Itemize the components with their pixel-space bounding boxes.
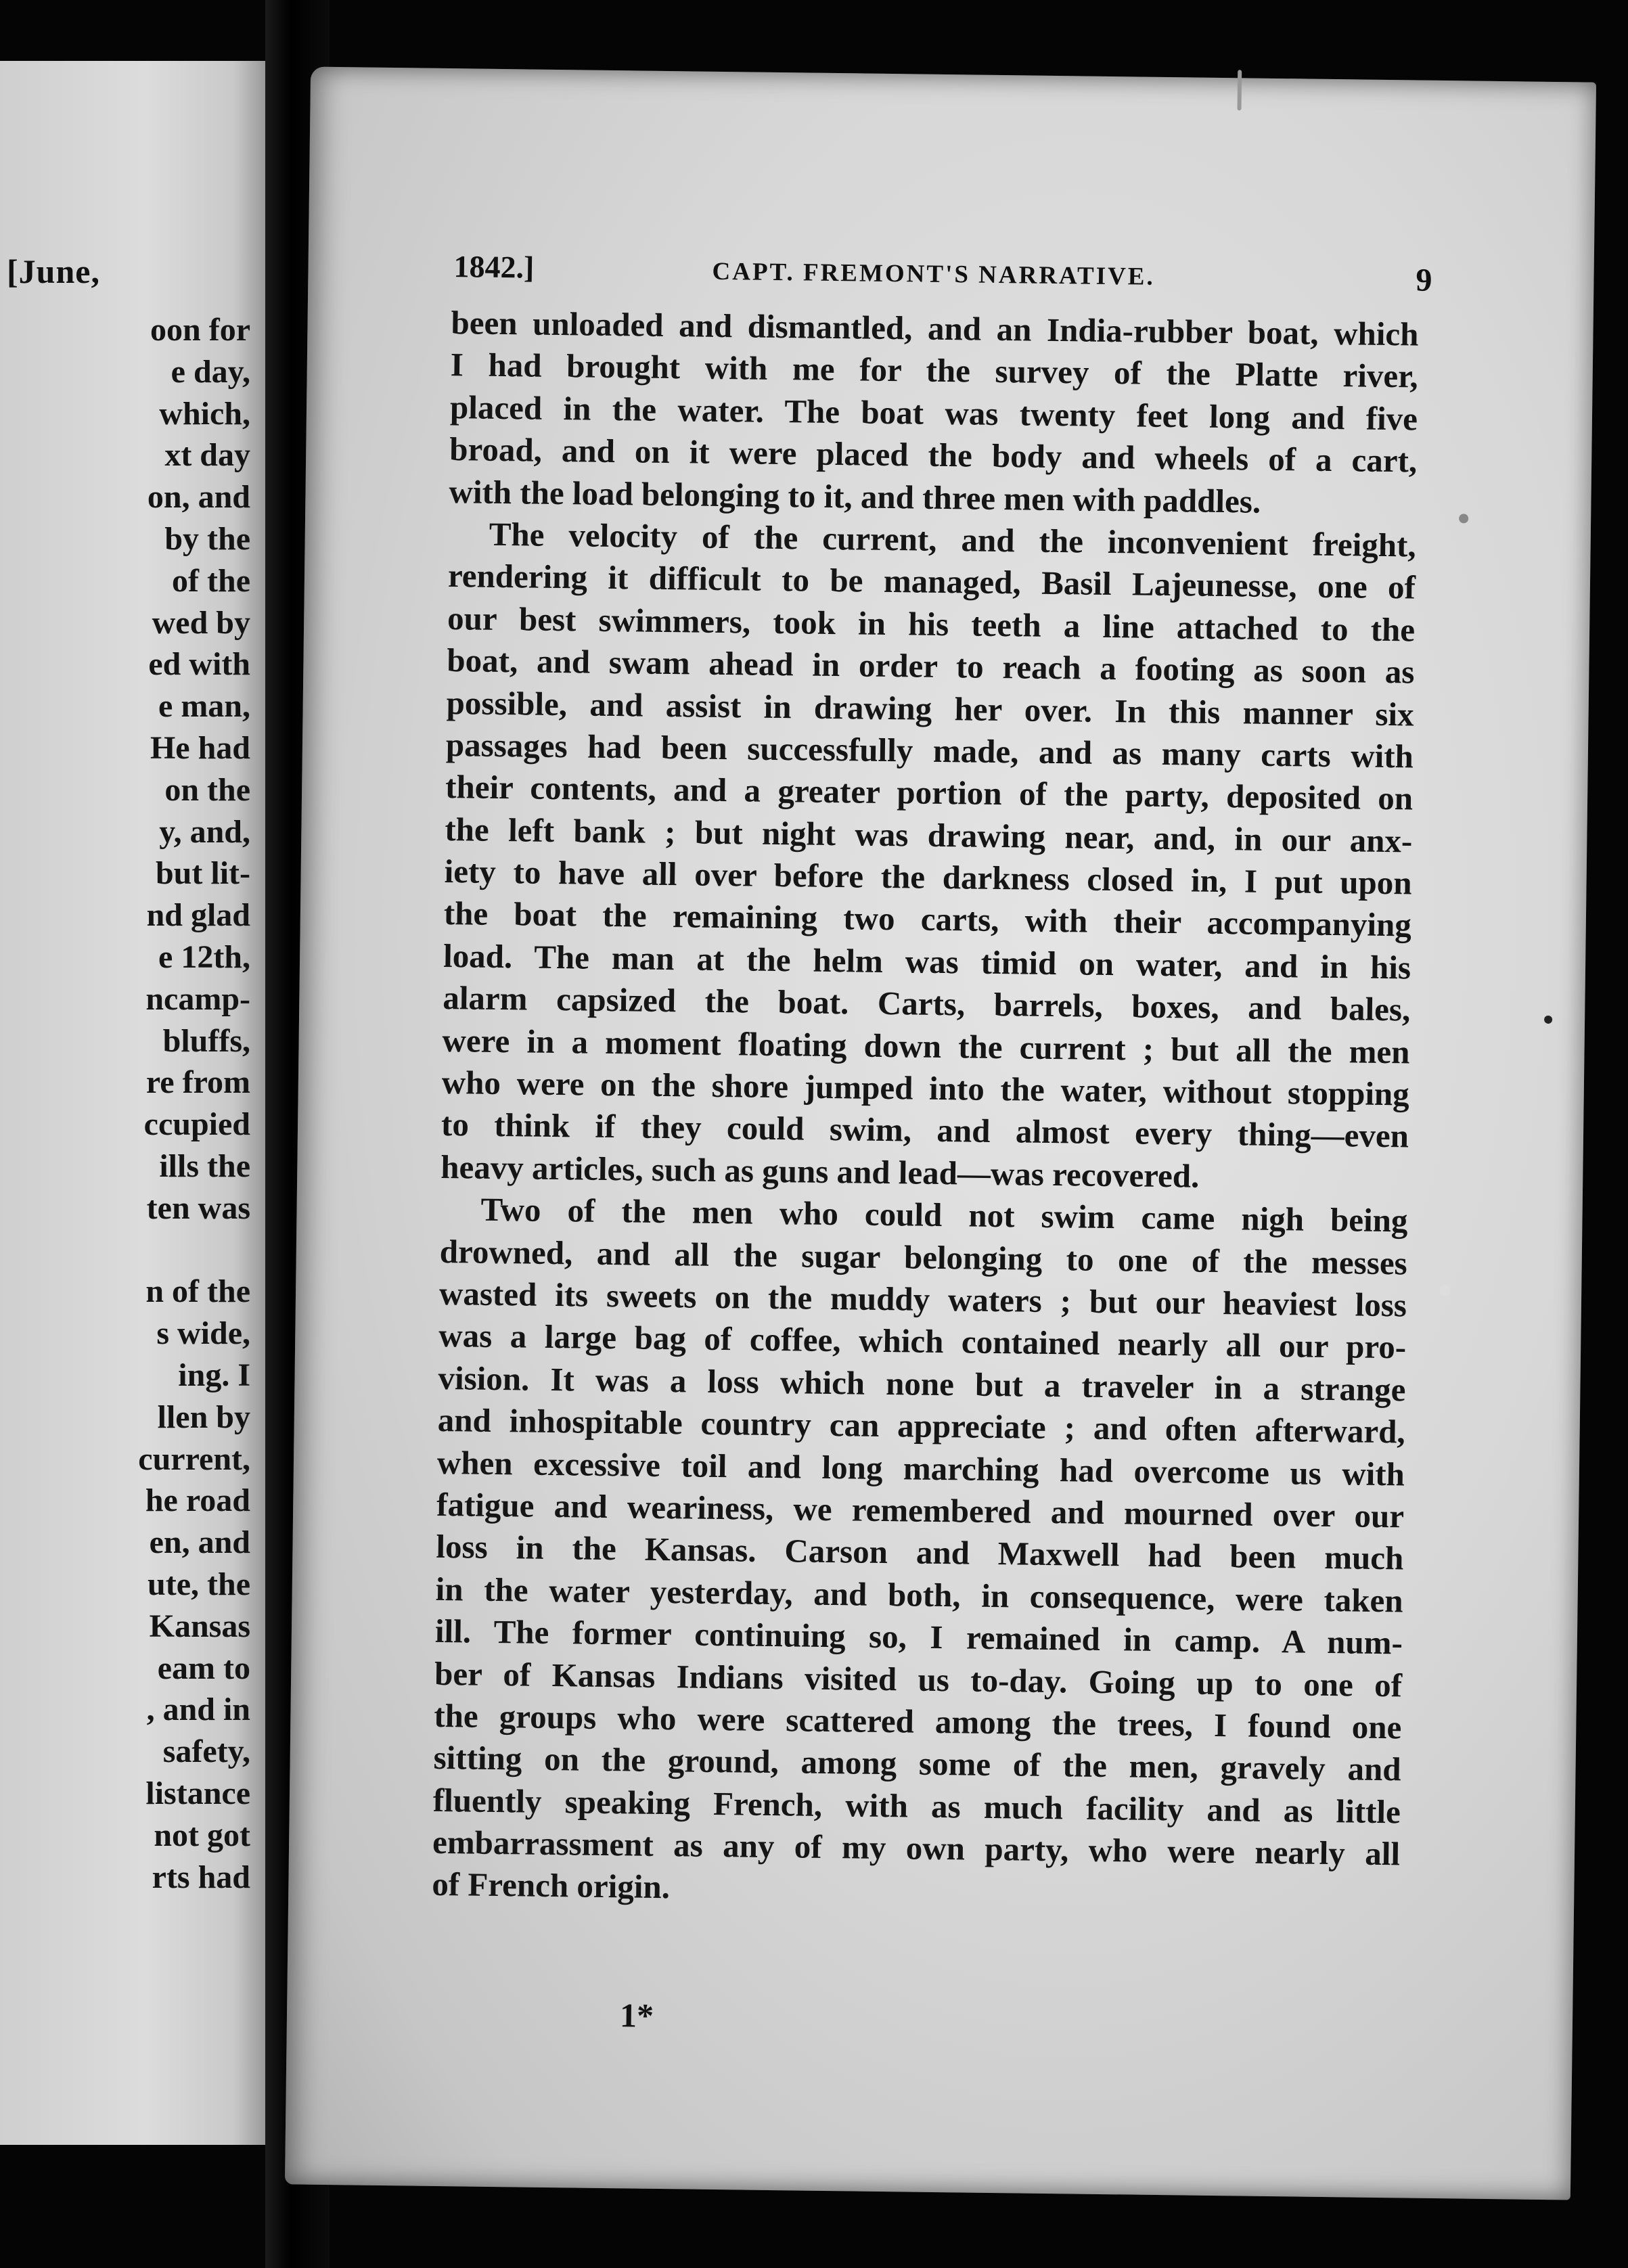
left-page-line: safety, <box>162 1733 250 1770</box>
text-line: of French origin. <box>432 1865 671 1906</box>
text-line: fluently speaking French, with as much facility and as little <box>432 1781 1401 1831</box>
text-line: wasted its sweets on the muddy waters ; but our heaviest loss <box>438 1274 1407 1324</box>
text-line: The velocity of the current, and the inconvenient freight, <box>489 515 1417 564</box>
text-line: were in a moment floating down the current ; but all the men <box>442 1021 1410 1071</box>
left-page-line: ccupied <box>143 1106 250 1143</box>
left-page-line: llen by <box>157 1399 250 1435</box>
left-page-line: rts had <box>152 1859 250 1895</box>
text-line: load. The man at the helm was timid on water, and in his <box>443 936 1411 986</box>
left-page-line: e 12th, <box>158 939 250 975</box>
left-page-line: e man, <box>158 688 250 725</box>
left-page-line: Kansas <box>149 1608 250 1644</box>
left-running-head: [June, <box>7 252 100 290</box>
left-page-line: n of the <box>145 1273 250 1310</box>
text-line: loss in the Kansas. Carson and Maxwell had been much <box>436 1528 1404 1577</box>
text-line: alarm capsized the boat. Carts, barrels, boxes, and bales, <box>443 979 1411 1028</box>
text-line: I had brought with me for the survey of the Platte river, <box>450 346 1419 395</box>
left-page-line: ing. I <box>178 1357 250 1393</box>
text-line: their contents, and a greater portion of the party, deposited on <box>445 768 1414 817</box>
left-page-line: ten was <box>146 1189 250 1226</box>
text-line: rendering it difficult to be managed, Basil Lajeunesse, one of <box>447 557 1416 606</box>
text-line: possible, and assist in drawing her over. In this manner six <box>446 683 1414 733</box>
left-page-line: on the <box>164 771 250 808</box>
text-line: our best swimmers, took in his teeth a line attached to the <box>447 599 1416 649</box>
left-page-line: by the <box>164 521 250 557</box>
left-page-line: bluffs, <box>162 1022 250 1059</box>
text-line: boat, and swam ahead in order to reach a footing as soon as <box>447 641 1415 691</box>
left-page-line: which, <box>159 395 250 432</box>
left-page-line: He had <box>150 730 250 766</box>
left-page-fragment <box>0 61 265 2145</box>
running-head <box>453 246 1432 305</box>
left-page-line: e day, <box>171 353 250 390</box>
text-line: when excessive toil and long marching had overcome us with <box>436 1443 1405 1493</box>
signature-mark: 1* <box>619 1996 654 2035</box>
text-line: Two of the men who could not swim came nigh being <box>480 1190 1408 1240</box>
running-head-year: 1842.] <box>453 249 535 285</box>
left-page-line: en, and <box>149 1524 250 1561</box>
left-page-line: , and in <box>146 1692 250 1728</box>
left-page-line: oon for <box>150 312 250 348</box>
text-line: been unloaded and dismantled, and an India-rubber boat, which <box>451 304 1419 353</box>
text-line: the left bank ; but night was drawing near, and, in our anx- <box>445 810 1413 860</box>
left-page-line: re from <box>145 1064 250 1101</box>
page-number: 9 <box>1416 262 1432 298</box>
left-page-line: eam to <box>157 1650 250 1686</box>
text-line: the groups who were scattered among the trees, I found one <box>434 1696 1402 1746</box>
left-page-line: of the <box>172 562 250 599</box>
text-line: and inhospitable country can appreciate ; and often afterward, <box>437 1401 1405 1451</box>
left-page-line: nd glad <box>146 897 250 934</box>
left-page-line: xt day <box>164 437 250 474</box>
text-line: drowned, and all the sugar belonging to one of the messes <box>439 1232 1408 1282</box>
left-page-line: wed by <box>152 604 250 641</box>
text-line: was a large bag of coffee, which contained nearly all our pro- <box>438 1317 1407 1366</box>
text-line: embarrassment as any of my own party, who were nearly all <box>432 1823 1401 1873</box>
text-line: sitting on the ground, among some of the men, gravely and <box>433 1739 1401 1788</box>
left-page-line: ed with <box>148 646 250 683</box>
text-line: ill. The former continuing so, I remained in camp. A num- <box>434 1612 1403 1662</box>
text-line: placed in the water. The boat was twenty feet long and five <box>449 388 1418 438</box>
left-page-line: y, and, <box>159 813 250 850</box>
left-page-line: ncamp- <box>145 980 250 1017</box>
text-line: with the load belonging to it, and three men with paddles. <box>449 472 1261 520</box>
print-speck <box>1439 1285 1450 1296</box>
body-text <box>432 302 1419 1918</box>
text-line: to think if they could swim, and almost every thing—even <box>440 1106 1409 1155</box>
text-line: who were on the shore jumped into the water, without stopping <box>441 1064 1410 1113</box>
left-page-line: but lit- <box>155 855 250 892</box>
text-line: iety to have all over before the darkness closed in, I put upon <box>444 853 1412 902</box>
print-speck <box>1544 1016 1552 1024</box>
running-head-title: CAPT. FREMONT'S NARRATIVE. <box>712 257 1156 291</box>
left-page-line: ills the <box>159 1148 250 1184</box>
left-page-line: current, <box>138 1441 250 1477</box>
text-line: ber of Kansas Indians visited us to-day. Going up to one of <box>434 1654 1403 1704</box>
text-line: heavy articles, such as guns and lead—was recovered. <box>440 1148 1200 1195</box>
text-line: in the water yesterday, and both, in consequence, were taken <box>435 1570 1403 1620</box>
left-page-line: listance <box>145 1775 250 1811</box>
left-page-line: not got <box>154 1817 250 1853</box>
left-page-line: he road <box>145 1482 250 1519</box>
main-page <box>285 67 1596 2200</box>
text-line: passages had been successfully made, and as many carts with <box>445 725 1414 775</box>
left-page-line: on, and <box>147 479 250 516</box>
print-speck <box>1459 514 1468 523</box>
print-speck <box>1238 70 1242 110</box>
text-line: the boat the remaining two carts, with their accompanying <box>443 894 1412 944</box>
left-page-line: s wide, <box>156 1315 250 1352</box>
left-page-line: ute, the <box>148 1566 250 1602</box>
text-line: fatigue and weariness, we remembered and mourned over our <box>436 1485 1405 1535</box>
text-line: vision. It was a loss which none but a traveler in a strange <box>438 1359 1406 1409</box>
text-line: broad, and on it were placed the body and wheels of a cart, <box>449 430 1418 480</box>
